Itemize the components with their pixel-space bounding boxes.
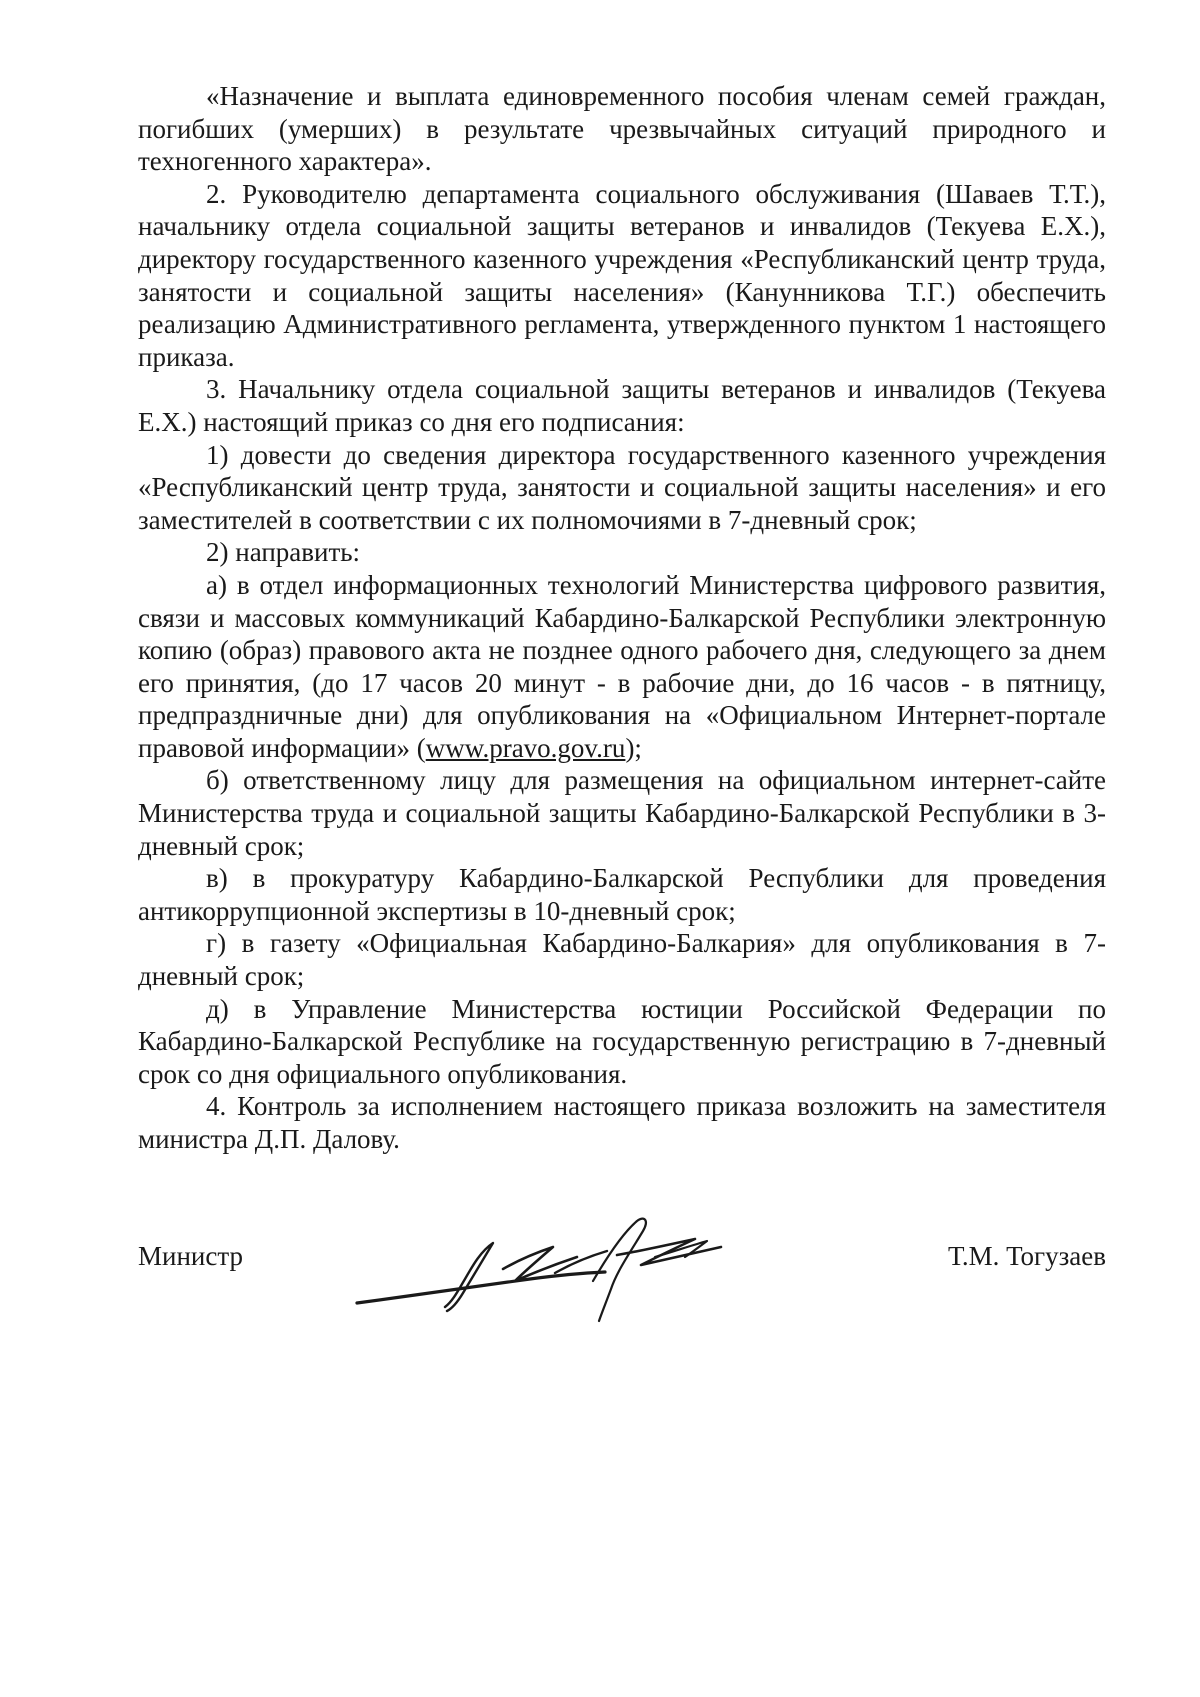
paragraph-subitem-2: 2) направить:: [206, 537, 361, 568]
signer-position: Министр: [138, 1241, 243, 1271]
handwritten-signature: [355, 1195, 795, 1325]
subitem-a-tail: );: [625, 732, 642, 763]
paragraph-subitem-v: в) в прокуратуру Кабардино-Балкарской Республики для проведения антикоррупционной экспертизы в 10-дневный срок;: [138, 863, 1106, 926]
subitem-a-text: а) в отдел информационных технологий Министерства цифрового развития, связи и массовых коммуникаций Кабардино-Балкарской Республики электронную копию (образ) правового акта не позднее одного рабочего дня, следующего за днем его принятия, (до 17 часов 20 минут - в рабочие дни, до 16 часов - в пятницу, предпраздничные дни) для опубликования на «Официальном Интернет-портале правовой информации» (: [138, 569, 1106, 763]
paragraph-item-3: 3. Начальнику отдела социальной защиты ветеранов и инвалидов (Текуева Е.Х.) настоящий приказ со дня его подписания:: [138, 374, 1106, 437]
paragraph-item-2: 2. Руководителю департамента социального обслуживания (Шаваев Т.Т.), начальнику отдела социальной защиты ветеранов и инвалидов (Текуева Е.Х.), директору государственного казенного учреждения «Республиканский центр труда, занятости и социальной защиты населения» (Канунникова Т.Г.) обеспечить реализацию Административного регламента, утвержденного пунктом 1 настоящего приказа.: [138, 178, 1106, 372]
signer-name: Т.М. Тогузаев: [948, 1241, 1106, 1271]
paragraph-subitem-b: б) ответственному лицу для размещения на официальном интернет-сайте Министерства труда и социальной защиты Кабардино-Балкарской Республики в 3-дневный срок;: [138, 765, 1106, 861]
paragraph-subitem-1: 1) довести до сведения директора государственного казенного учреждения «Республиканский центр труда, занятости и социальной защиты населения» и его заместителей в соответствии с их полномочиями в 7-дневный срок;: [138, 439, 1106, 535]
pravo-portal-link[interactable]: www.pravo.gov.ru: [425, 732, 626, 763]
paragraph-subitem-a: [138, 569, 1106, 765]
document-body: [138, 80, 1106, 1156]
paragraph-regulation-title: «Назначение и выплата единовременного пособия членам семей граждан, погибших (умерших) в результате чрезвычайных ситуаций природного и техногенного характера».: [138, 81, 1106, 177]
paragraph-subitem-d: д) в Управление Министерства юстиции Российской Федерации по Кабардино-Балкарской Республике на государственную регистрацию в 7-дневный срок со дня официального опубликования.: [138, 993, 1106, 1089]
paragraph-subitem-g: г) в газету «Официальная Кабардино-Балкария» для опубликования в 7-дневный срок;: [138, 928, 1106, 992]
paragraph-item-4: 4. Контроль за исполнением настоящего приказа возложить на заместителя министра Д.П. Далову.: [138, 1091, 1106, 1154]
